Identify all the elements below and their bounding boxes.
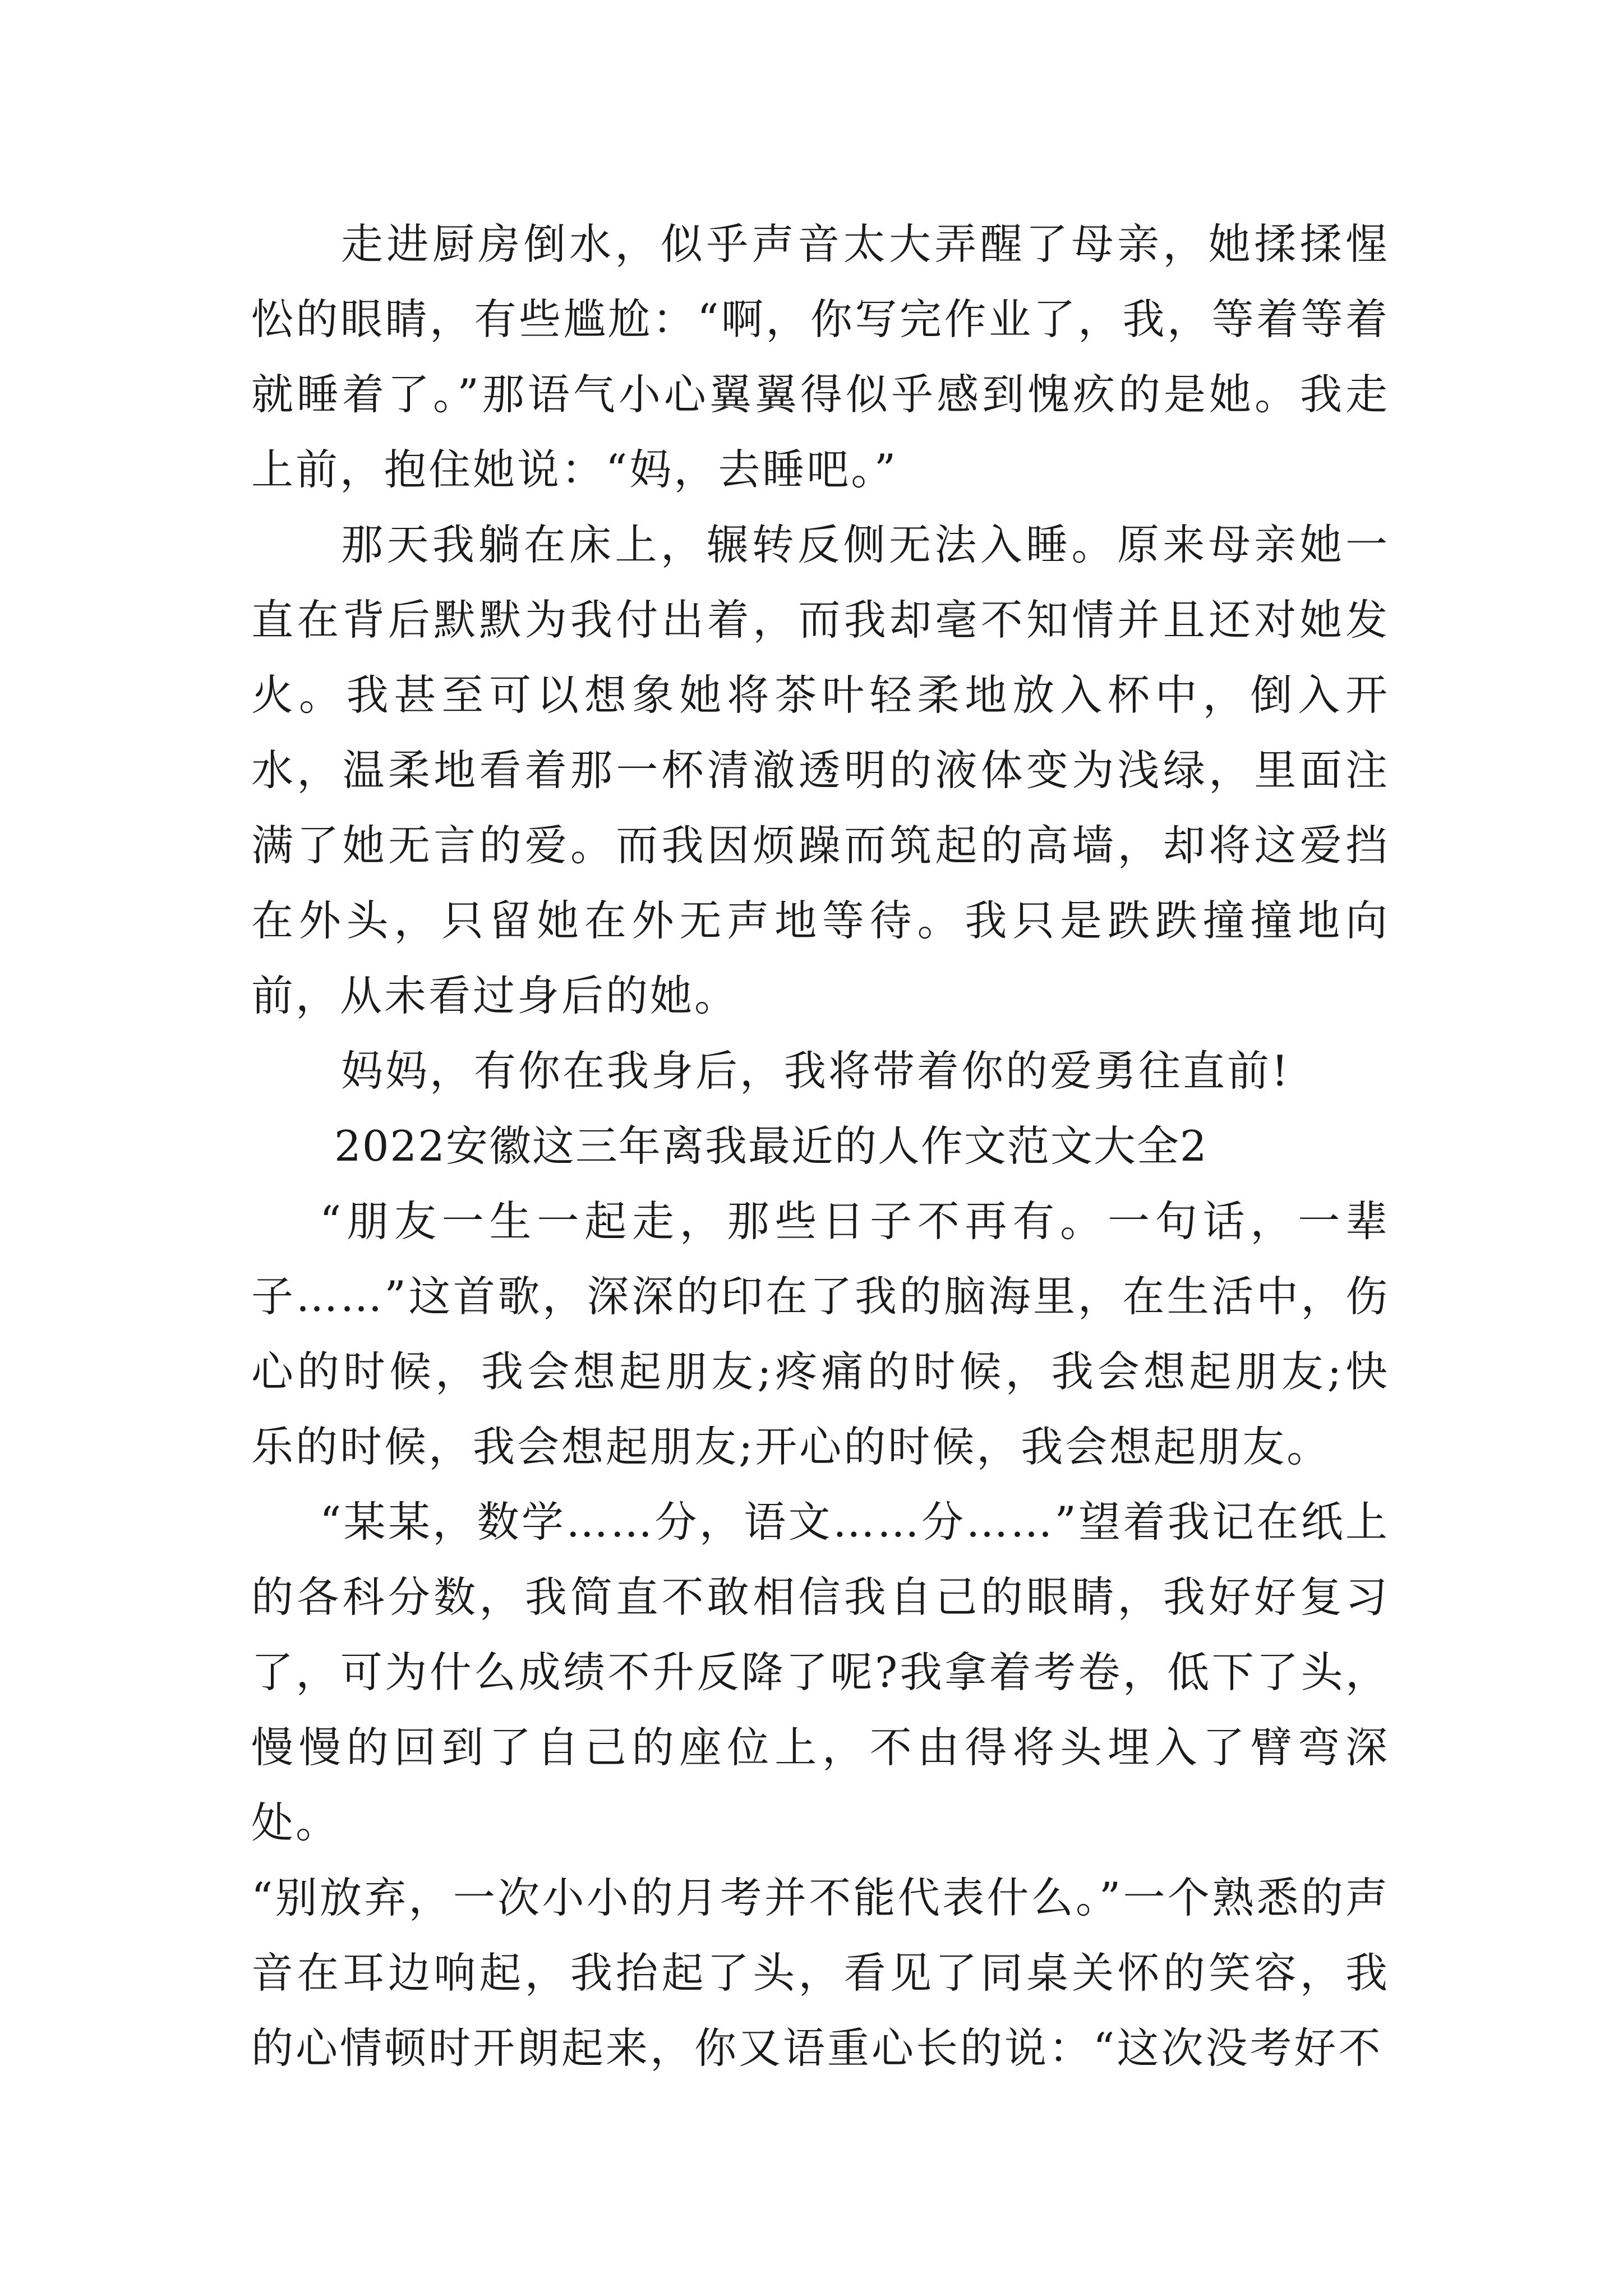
paragraph-5: “某某，数学……分，语文……分……”望着我记在纸上的各科分数，我简直不敢相信我自己的眼睛，我好好复习了，可为什么成绩不升反降了呢?我拿着考卷，低下了头，慢慢的回到了自己的座位上，不由得将头埋入了臂弯深处。 <box>251 1497 1390 1847</box>
paragraph-2: 那天我躺在床上，辗转反侧无法入睡。原来母亲她一直在背后默默为我付出着，而我却毫不知情并且还对她发火。我甚至可以想象她将茶叶轻柔地放入杯中，倒入开水，温柔地看着那一杯清澈透明的液体变为浅绿，里面注满了她无言的爱。而我因烦躁而筑起的高墙，却将这爱挡在外头，只留她在外无声地等待。我只是跌跌撞撞地向前，从未看过身后的她。 <box>251 520 1390 1020</box>
paragraph-1: 走进厨房倒水，似乎声音太大弄醒了母亲，她揉揉惺忪的眼睛，有些尴尬：“啊，你写完作业了，我，等着等着就睡着了。”那语气小心翼翼得似乎感到愧疚的是她。我走上前，抱住她说：“妈，去睡吧。” <box>251 219 1390 494</box>
paragraph-3: 妈妈，有你在我身后，我将带着你的爱勇往直前! <box>341 1046 1291 1096</box>
essay-heading: 2022安徽这三年离我最近的人作文范文大全2 <box>334 1121 1208 1171</box>
document-body <box>251 206 1390 2086</box>
paragraph-6: “别放弃，一次小小的月考并不能代表什么。”一个熟悉的声音在耳边响起，我抬起了头，看见了同桌关怀的笑容，我的心情顿时开朗起来，你又语重心长的说：“这次没考好不 <box>251 1873 1390 2073</box>
paragraph-4: “朋友一生一起走，那些日子不再有。一句话，一辈子……”这首歌，深深的印在了我的脑海里，在生活中，伤心的时候，我会想起朋友;疼痛的时候，我会想起朋友;快乐的时候，我会想起朋友;开心的时候，我会想起朋友。 <box>251 1197 1390 1471</box>
